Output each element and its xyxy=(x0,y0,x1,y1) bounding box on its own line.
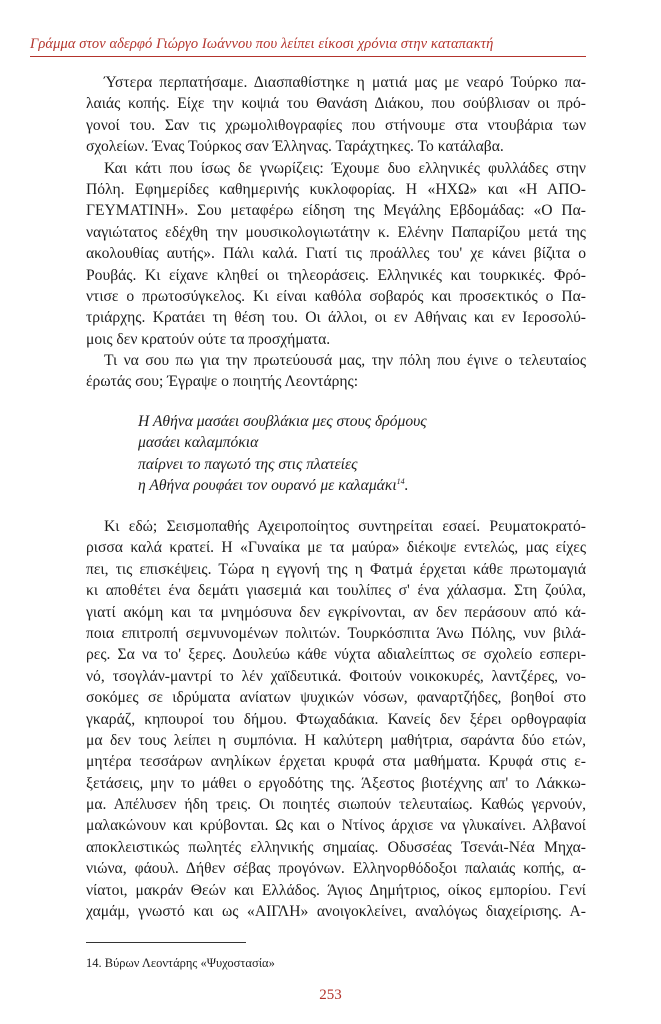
text-line: ΓΕΥΜΑΤΙΝΗ». Σου μεταφέρω είδηση της Μεγάλης Εβδομάδας: «Ο Πα- xyxy=(86,202,586,220)
text-line: Και κάτι που ίσως δε γνωρίζεις: Έχουμε δυο ελληνικές φυλλάδες στην xyxy=(104,159,586,177)
quote-line: η Αθήνα ρουφάει τον ουρανό με καλαμάκι$^{14}$. xyxy=(138,476,409,495)
page-number: 253 xyxy=(319,987,342,1003)
text-line: Κι εδώ; Σεισμοπαθής Αχειροποίητος συντηρείται εσαεί. Ρευματοκρατό- xyxy=(104,518,586,535)
footnote: 14. Βύρων Λεοντάρης «Ψυχοστασία» xyxy=(86,956,275,970)
text-line: λαιάς κοπής. Είχε την κοψιά του Θανάση Διάκου, που σούβλισαν οι πρό- xyxy=(86,95,586,113)
quote-line: παίρνει το παγωτό της στις πλατείες xyxy=(138,455,358,473)
text-line: κι αποθέτει ένα δεμάτι γιασεμιά και τουλίπες σ' ένα χάλασμα. Στη ζούλα, xyxy=(86,582,586,600)
text-line: ρισσα καλά κρατεί. Η «Γυναίκα με τα μαύρα» διέκοψε εντελώς, μας είχες xyxy=(86,539,586,557)
text-line: νιώνα, φάουλ. Δήθεν σέβας προγόνων. Ελληνορθόδοξοι παλαιάς κοπής, α- xyxy=(86,860,586,878)
text-line: ντισε ο πρωτοσύγκελος. Κι είναι καθόλα σοβαρός και προσεκτικός ο Πα- xyxy=(86,287,586,305)
text-line: γκαράζ, κηπουροί του δήμου. Φτωχαδάκια. Κανείς δεν ξέρει ορθογραφία xyxy=(86,710,586,728)
text-line: Πόλη. Εφημερίδες καθημερινής κυκλοφορίας. Η «ΗΧΩ» και «Η ΑΠΟ- xyxy=(86,180,586,198)
footnote-rule xyxy=(86,942,246,943)
text-line: ποια επιτροπή σεμνυνομένων πολιτών. Τουρκόσπιτα Άνω Πόλης, νυν βιλά- xyxy=(86,624,586,642)
text-line: Ύστερα περπατήσαμε. Διασπαθίστηκε η ματιά μας με νεαρό Τούρκο πα- xyxy=(104,74,586,91)
text-line: πει, τις επισκέψεις. Τώρα η εγγονή της η Φατμά έρχεται κάθε πρωτομαγιά xyxy=(86,560,586,578)
running-head-rule xyxy=(30,56,586,57)
text-line: ναγιώτατος εδέχθη την μουσικολογιωτάτην κ. Ελένην Παπαρίζου μετά της xyxy=(86,223,586,241)
text-line: Ρουβάς. Κι είχανε κληθεί οι τηλεοράσεις. Ελληνικές και τουρκικές. Φρό- xyxy=(86,266,586,284)
text-line: μοις δεν κρατούν ούτε τα προσχήματα. xyxy=(86,330,331,348)
text-line: χαμάμ, γνωστό και ως «ΑΙΓΛΗ» ανοιγοκλείνει, αναλόγως διαχείρισης. Α- xyxy=(86,903,586,921)
text-line: ξετάσεις, μην το μάθει ο εργοδότης της. Άξεστος βιοτέχνης απ' το Λάκκω- xyxy=(86,774,586,792)
text-line: νό, τσογλάν-μαντρί το λέν χαϊδευτικά. Φοιτούν νοικοκυρές, λαντζέρες, νο- xyxy=(86,667,586,685)
text-line: σοκόμες σε ιδρύματα ανίατων ψυχικών νόσων, φαναρτζήδες, βοηθοί στο xyxy=(86,689,586,707)
text-line: ρες. Σα να το' ξερες. Δουλεύω κάθε νύχτα αδιαλείπτως σε σχολείο εσπερι- xyxy=(86,646,586,664)
text-line: μα δεν τους λείπει η συμπόνια. Η καλύτερη μαθήτρια, σαράντα δύο ετών, xyxy=(86,731,586,749)
body-text-top xyxy=(86,72,586,393)
text-line: σχολείων. Ένας Τούρκος σαν Έλληνας. Ταράχτηκες. Το κατάλαβα. xyxy=(86,138,504,156)
poem-quote xyxy=(138,411,538,497)
body-text-bottom xyxy=(86,516,586,922)
text-line: Τι να σου πω για την πρωτεύουσά μας, την πόλη που έγινε ο τελευταίος xyxy=(104,352,586,370)
text-line: μαλακώνουν και κρύβονται. Ως και ο Ντίνος άρχισε να γλυκαίνει. Αλβανοί xyxy=(86,817,586,835)
text-line: μητέρα τεσσάρων ανηλίκων έρχεται κρυφά στα μαθήματα. Κρυφά στις ε- xyxy=(86,753,586,771)
quote-line: Η Αθήνα μασάει σουβλάκια μες στους δρόμους xyxy=(138,413,427,430)
text-line: νίατοι, μακράν Θεών και Ελλάδος. Άγιος Δημήτριος, οίκος εμπορίου. Γενί xyxy=(86,881,586,899)
text-line: γιατί ακόμη και τα μνημόσυνα δεν εγκρίνονται, αν δεν περάσουν από κά- xyxy=(86,603,586,621)
running-head: Γράμμα στον αδερφό Γιώργο Ιωάννου που λείπει είκοσι χρόνια στην καταπακτή xyxy=(30,36,494,52)
text-line: γονοί του. Σαν τις χρωμολιθογραφίες που στήνουμε στα ντουβάρια των xyxy=(86,116,586,134)
quote-line: μασάει καλαμπόκια xyxy=(138,434,259,452)
text-line: αποκλειστικώς πωλητές ελληνικής σημαίας. Οδυσσέας Τσενάι-Νέα Μηχα- xyxy=(86,838,586,856)
text-line: μα. Απέλυσεν ήδη τρεις. Οι ποιητές σιωπούν τελευταίως. Καθώς γερνούν, xyxy=(86,796,586,814)
text-line: έρωτάς σου; Έγραψε ο ποιητής Λεοντάρης: xyxy=(86,373,359,391)
text-line: τριάρχης. Κρατάει τη θέση του. Οι άλλοι, οι εν Αθήναις και εν Ιεροσολύ- xyxy=(86,309,586,327)
quote-line-text: η Αθήνα ρουφάει τον ουρανό με καλαμάκι xyxy=(138,477,397,495)
text-line: ακολουθίας αυτής». Πάλι καλά. Γιατί τις προάλλες του' χε κάνει βίζιτα ο xyxy=(86,245,586,263)
footnote-marker: 14 xyxy=(396,476,405,486)
